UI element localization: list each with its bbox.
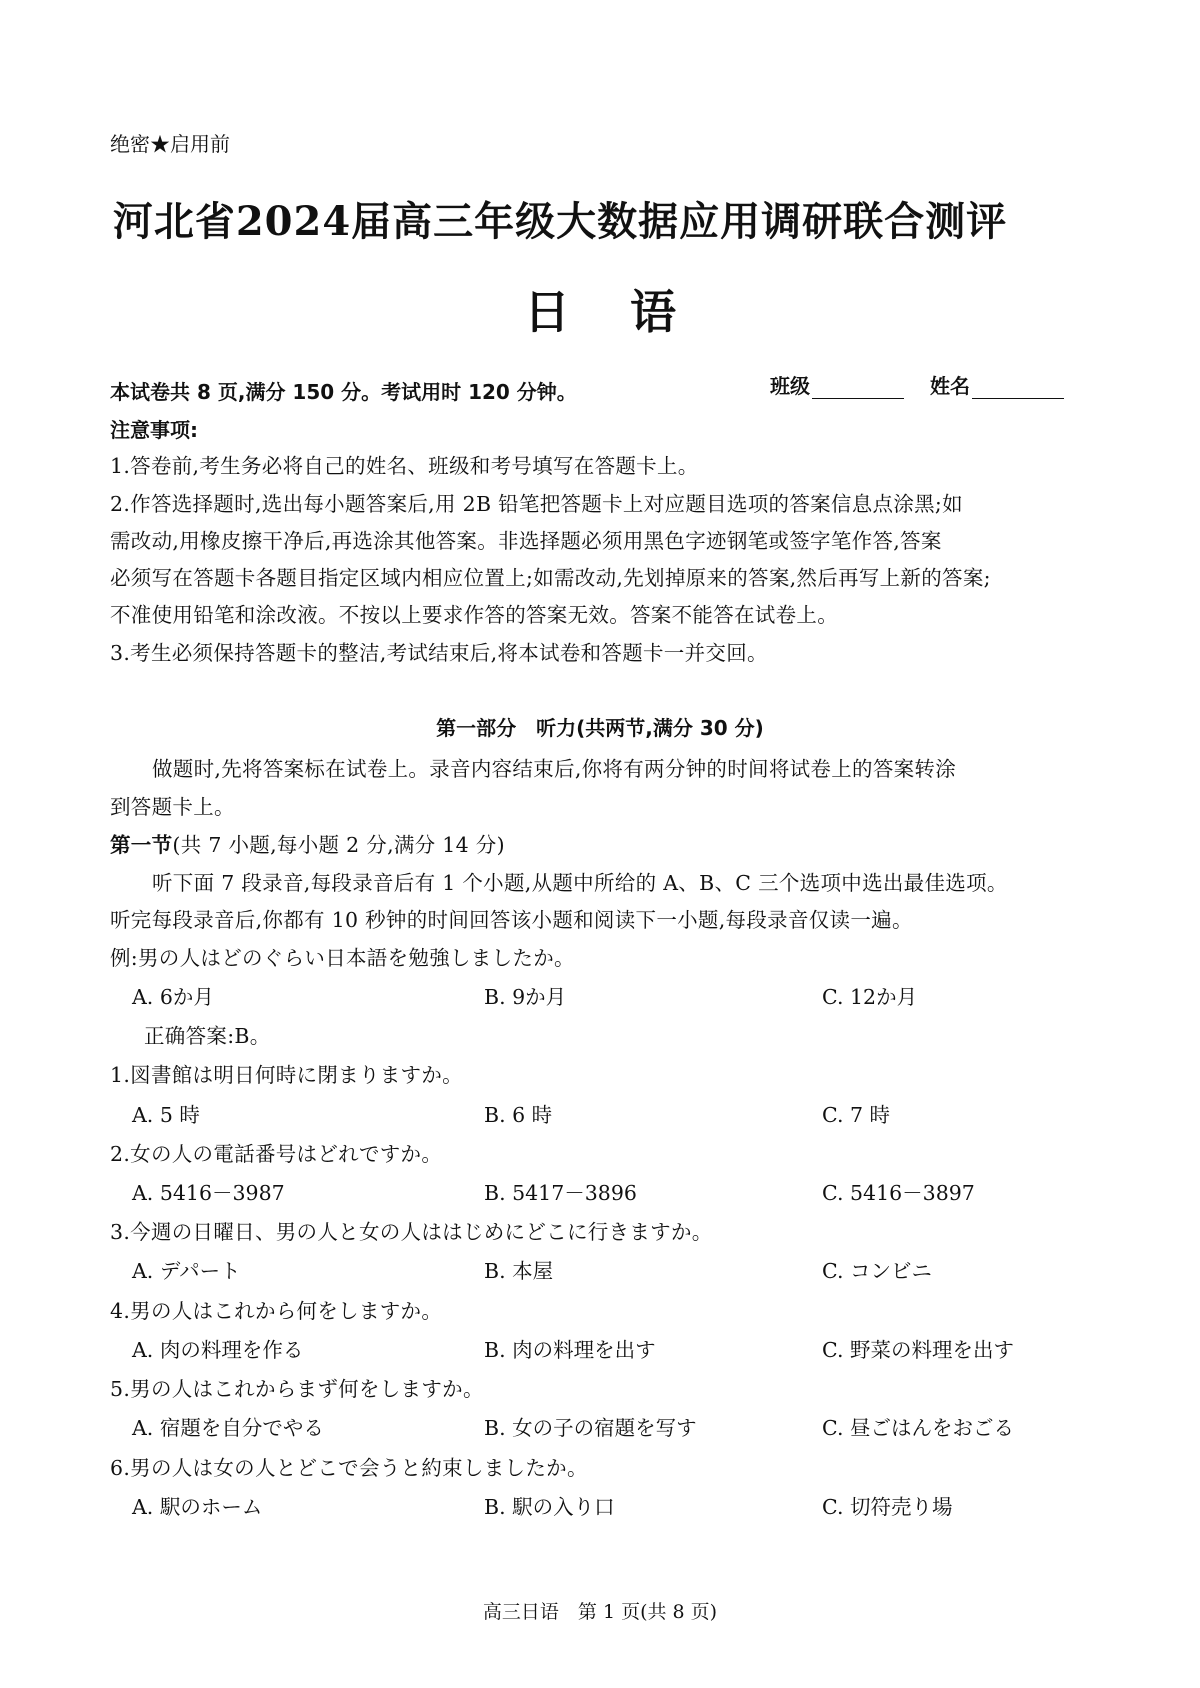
student-info-row [770,370,1090,399]
question-1-option-c: C. 7 時 [822,1103,891,1127]
question-5: 5.男の人はこれからまず何をしますか。 [110,1377,484,1401]
question-4-option-b: B. 肉の料理を出す [484,1338,656,1362]
question-1-option-a: A. 5 時 [132,1103,200,1127]
question-5-option-c: C. 昼ごはんをおごる [822,1416,1014,1440]
question-3: 3.今週の日曜日、男の人と女の人ははじめにどこに行きますか。 [110,1220,713,1244]
notice-line: 不准使用铅笔和涂改液。不按以上要求作答的答案无效。答案不能答在试卷上。 [110,603,838,627]
section1-label: 第一节 [110,833,173,857]
question-3-option-a: A. デパート [132,1259,241,1283]
page-footer: 高三日语 第 1 页(共 8 页) [482,1601,718,1623]
question-6-option-b: B. 駅の入り口 [484,1495,615,1519]
exam-summary: 本试卷共 8 页,满分 150 分。考试用时 120 分钟。 [110,380,577,404]
subject-title-right: 语 [630,285,676,339]
question-2-option-a: A. 5416－3987 [132,1181,285,1205]
question-2: 2.女の人の電話番号はどれですか。 [110,1142,443,1166]
name-blank [972,378,1064,399]
confidential-mark: 绝密★启用前 [110,132,230,156]
question-4: 4.男の人はこれから何をしますか。 [110,1299,443,1323]
notice-title: 注意事项: [110,418,198,442]
question-6: 6.男の人は女の人とどこで会うと約束しましたか。 [110,1456,588,1480]
question-1-option-b: B. 6 時 [484,1103,553,1127]
question-2-option-b: B. 5417－3896 [484,1181,637,1205]
section1-instruction: 听下面 7 段录音,每段录音后有 1 个小题,从题中所给的 A、B、C 三个选项中选出最佳选项。 [152,871,1008,895]
question-5-option-a: A. 宿題を自分でやる [132,1416,324,1440]
subject-title [0,276,1200,342]
question-4-option-c: C. 野菜の料理を出す [822,1338,1014,1362]
question-4-option-a: A. 肉の料理を作る [132,1338,304,1362]
question-5-option-b: B. 女の子の宿題を写す [484,1416,697,1440]
section1-heading [110,828,505,858]
notice-line: 1.答卷前,考生务必将自己的姓名、班级和考号填写在答题卡上。 [110,454,699,478]
section1-desc: (共 7 小题,每小题 2 分,满分 14 分) [172,833,505,857]
example-option-a: A. 6か月 [132,985,214,1009]
exam-title: 河北省2024届高三年级大数据应用调研联合测评 [112,198,1008,245]
example-option-c: C. 12か月 [822,985,918,1009]
part1-intro: 做题时,先将答案标在试卷上。录音内容结束后,你将有两分钟的时间将试卷上的答案转涂 [152,757,957,781]
class-label: 班级 [770,374,810,398]
notice-line: 需改动,用橡皮擦干净后,再选涂其他答案。非选择题必须用黑色字迹钢笔或签字笔作答,答案 [110,529,942,553]
class-blank [812,378,904,399]
name-label: 姓名 [930,374,970,398]
notice-line: 2.作答选择题时,选出每小题答案后,用 2B 铅笔把答题卡上对应题目选项的答案信息点涂黑;如 [110,492,963,516]
question-2-option-c: C. 5416－3897 [822,1181,975,1205]
part1-heading: 第一部分 听力(共两节,满分 30 分) [436,716,764,740]
part1-intro: 到答题卡上。 [110,795,235,819]
question-6-option-c: C. 切符売り場 [822,1495,953,1519]
example-answer: 正确答案:B。 [144,1024,271,1048]
subject-title-left: 日 [524,285,570,339]
question-1: 1.図書館は明日何時に閉まりますか。 [110,1063,463,1087]
example-option-b: B. 9か月 [484,985,567,1009]
question-3-option-c: C. コンビニ [822,1259,932,1283]
example-question: 例:男の人はどのぐらい日本語を勉強しましたか。 [110,946,575,970]
notice-line: 必须写在答题卡各题目指定区域内相应位置上;如需改动,先划掉原来的答案,然后再写上新的答案; [110,566,991,590]
question-3-option-b: B. 本屋 [484,1259,554,1283]
question-6-option-a: A. 駅のホーム [132,1495,263,1519]
notice-line: 3.考生必须保持答题卡的整洁,考试结束后,将本试卷和答题卡一并交回。 [110,641,768,665]
section1-instruction: 听完每段录音后,你都有 10 秒钟的时间回答该小题和阅读下一小题,每段录音仅读一遍。 [110,908,913,932]
